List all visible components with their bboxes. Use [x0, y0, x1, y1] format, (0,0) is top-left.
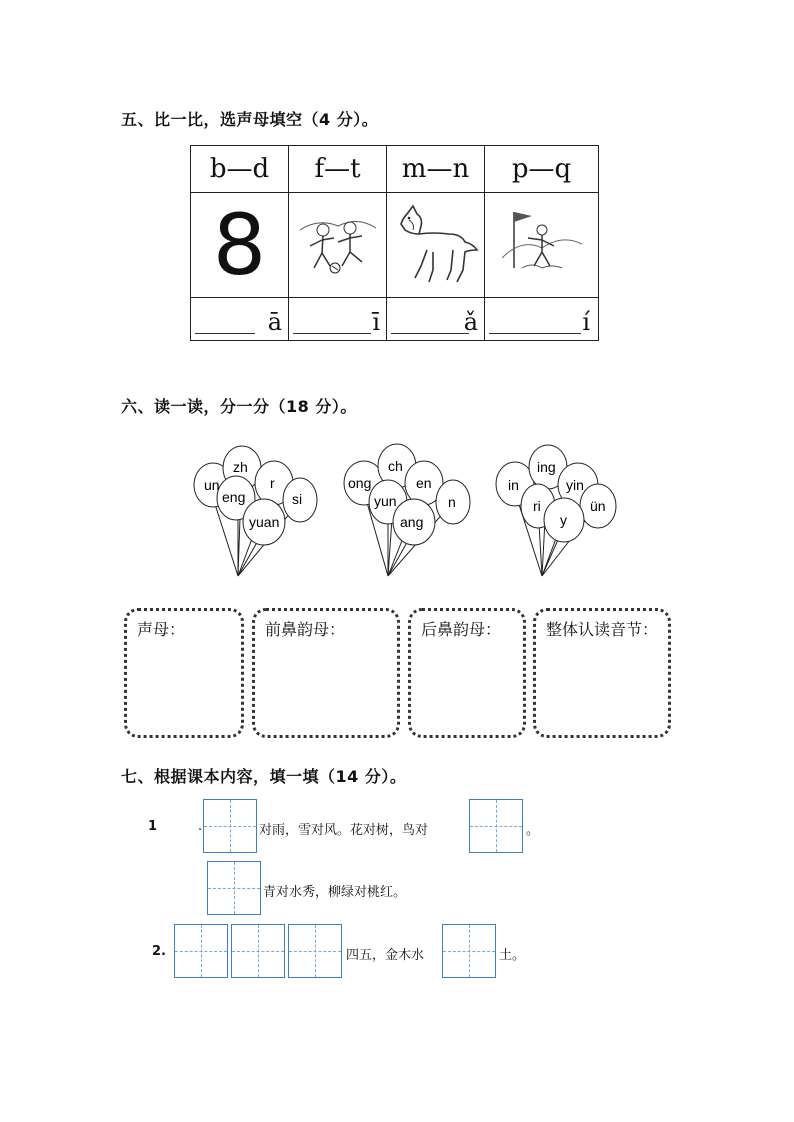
writing-grid-box[interactable]: [469, 799, 523, 853]
tone-mark: ǎ: [463, 308, 478, 336]
balloon-label: n: [448, 494, 456, 510]
writing-grid-box[interactable]: [174, 924, 228, 978]
balloon-label: ch: [388, 458, 403, 474]
consonant-pair-table: [190, 145, 599, 341]
balloon-label: zh: [233, 459, 248, 475]
balloon-label: eng: [222, 489, 246, 505]
writing-grid-box[interactable]: [288, 924, 342, 978]
balloon-label: r: [270, 475, 275, 491]
category-box-whole-syllables[interactable]: [533, 608, 671, 738]
pair-cell: m—n: [387, 146, 485, 193]
balloon-group-3: [490, 440, 620, 580]
answer-cell[interactable]: [485, 298, 599, 341]
balloon-label: un: [204, 477, 220, 493]
writing-grid-box[interactable]: [231, 924, 285, 978]
balloon-group-1: [188, 440, 318, 580]
kids-playing-football-icon: [289, 193, 387, 298]
writing-grid-box[interactable]: [203, 799, 257, 853]
tone-mark: ā: [267, 308, 282, 336]
section6-title: 六、读一读，分一分（18 分）。: [121, 397, 357, 416]
balloon-label: yun: [374, 493, 397, 509]
question-text: 青对水秀，柳绿对桃红。: [263, 885, 407, 900]
tone-mark: ī: [372, 308, 380, 336]
answer-cell[interactable]: [387, 298, 485, 341]
balloon-label: y: [560, 512, 567, 528]
pair-cell: b—d: [191, 146, 289, 193]
category-box-back-nasal[interactable]: [408, 608, 526, 738]
balloon-label: ing: [537, 459, 556, 475]
question-text: 土。: [499, 948, 526, 963]
balloon-label: yuan: [249, 514, 280, 530]
answer-cell[interactable]: [289, 298, 387, 341]
eight-digit-icon: [191, 193, 289, 298]
balloon-group-2: [338, 440, 478, 580]
writing-grid-box[interactable]: [207, 861, 261, 915]
question-number: 2.: [152, 944, 166, 959]
balloon-label: in: [508, 477, 519, 493]
balloon-label: ün: [590, 498, 606, 514]
question-dot: .: [198, 819, 203, 834]
balloon-label: ong: [348, 475, 372, 491]
category-label: 声母：: [137, 620, 186, 639]
question-text: 。: [526, 823, 540, 838]
section5-title: 五、比一比，选声母填空（4 分）。: [121, 110, 379, 129]
pair-cell: p—q: [485, 146, 599, 193]
category-label: 后鼻韵母：: [421, 620, 502, 639]
answer-cell[interactable]: [191, 298, 289, 341]
balloon-label: yin: [566, 477, 584, 493]
digit-eight: 8: [212, 196, 267, 294]
question-number: 1: [148, 819, 158, 834]
question-text: 对雨，雪对风。花对树，鸟对: [259, 823, 429, 838]
person-with-flag-icon: [485, 193, 599, 298]
category-label: 整体认读音节：: [546, 620, 659, 639]
balloon-label: en: [416, 475, 432, 491]
section7-title: 七、根据课本内容，填一填（14 分）。: [121, 767, 407, 786]
balloon-label: ang: [400, 514, 424, 530]
balloon-label: ri: [533, 498, 541, 514]
pair-cell: f—t: [289, 146, 387, 193]
writing-grid-box[interactable]: [442, 924, 496, 978]
category-box-front-nasal[interactable]: [252, 608, 400, 738]
category-box-initials[interactable]: [124, 608, 244, 738]
category-label: 前鼻韵母：: [265, 620, 346, 639]
question-text: 四五，金木水: [346, 948, 425, 963]
horse-icon: [387, 193, 485, 298]
balloon-label: si: [292, 491, 303, 507]
tone-mark: í: [582, 308, 590, 336]
